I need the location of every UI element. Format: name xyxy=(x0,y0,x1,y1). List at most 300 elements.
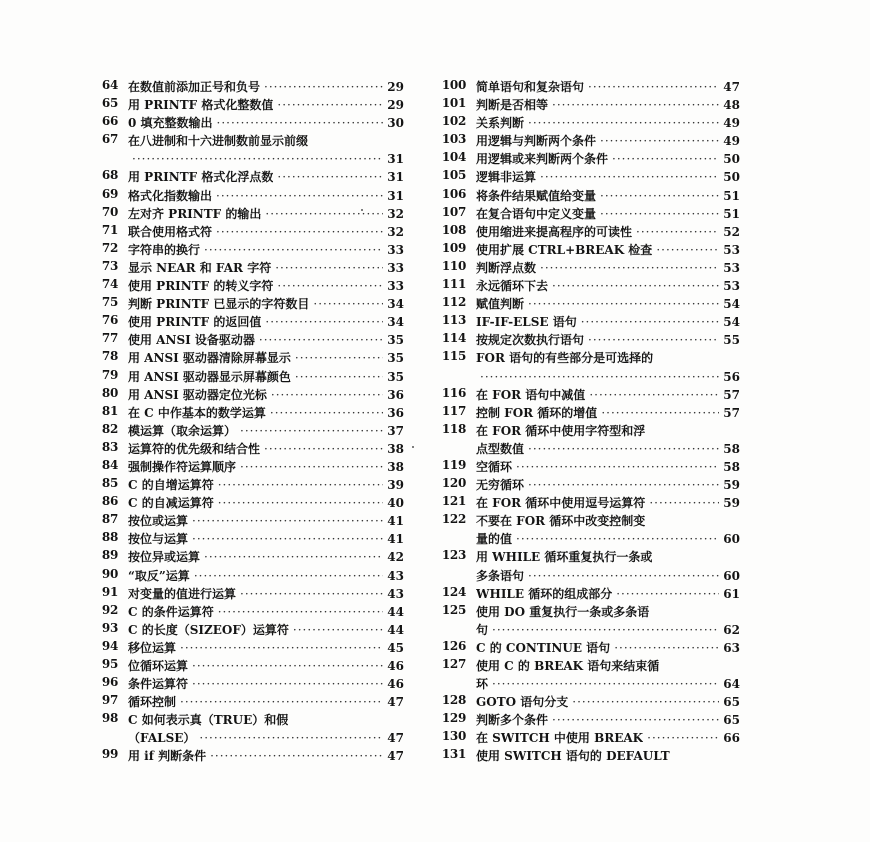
dot-leader xyxy=(210,747,383,765)
toc-entry[interactable] xyxy=(440,639,740,657)
toc-entry[interactable] xyxy=(440,548,740,584)
entry-title: 运算符的优先级和结合性 xyxy=(128,441,261,456)
entry-page-number: 36 xyxy=(387,405,404,420)
entry-title: 在八进制和十六进制数前显示前缀 xyxy=(128,134,309,149)
entry-number: 89 xyxy=(101,548,118,563)
dot-leader xyxy=(492,675,719,693)
entry-number: 87 xyxy=(101,512,118,527)
entry-page-number: 29 xyxy=(387,98,404,113)
entry-number: 122 xyxy=(441,512,466,527)
entry-number: 100 xyxy=(441,78,466,92)
dot-leader xyxy=(601,404,719,422)
entry-page-number: 37 xyxy=(387,423,404,438)
entry-page-number: 59 xyxy=(723,478,740,493)
dot-leader xyxy=(572,693,719,711)
toc-entry[interactable] xyxy=(440,585,740,603)
toc-entry[interactable] xyxy=(440,114,740,132)
entry-title: 按位异或运算 xyxy=(128,550,201,565)
entry-number: 131 xyxy=(441,747,466,762)
entry-title: 模运算（取余运算） xyxy=(128,423,237,438)
entry-number: 76 xyxy=(101,313,118,328)
entry-number: 81 xyxy=(101,403,118,418)
dot-leader xyxy=(265,205,383,223)
entry-page-number: 34 xyxy=(387,315,404,330)
dot-leader xyxy=(293,621,383,639)
entry-title: C 的 CONTINUE 语句 xyxy=(476,640,611,655)
entry-number: 118 xyxy=(441,421,466,436)
dot-leader xyxy=(581,313,720,331)
entry-page-number: 29 xyxy=(387,80,404,94)
entry-page-number: 65 xyxy=(723,713,740,728)
dot-leader xyxy=(295,349,383,367)
dot-leader xyxy=(259,331,383,349)
toc-entry[interactable] xyxy=(92,458,404,476)
entry-title: 字符串的换行 xyxy=(128,242,201,257)
entry-title: 多条语句 xyxy=(476,568,525,583)
entry-number: 86 xyxy=(101,494,118,509)
entry-page-number: 40 xyxy=(387,496,404,511)
entry-title: 逻辑非运算 xyxy=(476,170,537,185)
dot-leader xyxy=(588,78,719,96)
entry-title: 使用 PRINTF 的返回值 xyxy=(128,315,262,330)
toc-entry[interactable] xyxy=(440,422,740,458)
toc-entry[interactable] xyxy=(92,693,404,711)
dot-leader xyxy=(264,440,383,458)
entry-page-number: 33 xyxy=(387,242,404,257)
entry-number: 126 xyxy=(441,638,466,653)
entry-page-number: 64 xyxy=(723,677,740,692)
toc-entry[interactable] xyxy=(92,639,404,657)
toc-entry[interactable] xyxy=(440,693,740,711)
entry-page-number: 53 xyxy=(723,279,740,294)
entry-number: 108 xyxy=(441,222,466,237)
toc-entry[interactable] xyxy=(440,404,740,422)
dot-leader xyxy=(616,585,719,603)
entry-title: 无穷循环 xyxy=(476,478,525,493)
entry-page-number: 34 xyxy=(387,297,404,312)
toc-entry[interactable] xyxy=(440,277,740,295)
entry-page-number: 31 xyxy=(387,170,404,185)
toc-entry[interactable] xyxy=(440,349,740,385)
entry-title: 使用 PRINTF 的转义字符 xyxy=(128,279,274,294)
entry-title: 联合使用格式符 xyxy=(128,224,213,239)
entry-number: 121 xyxy=(441,494,466,509)
entry-title: 判断 PRINTF 已显示的字符数目 xyxy=(128,297,310,312)
entry-page-number: 42 xyxy=(387,550,404,565)
entry-title: 量的值 xyxy=(476,532,513,547)
entry-page-number: 56 xyxy=(723,369,740,384)
entry-number: 85 xyxy=(101,476,118,491)
entry-number: 64 xyxy=(101,78,118,92)
entry-title: 用 PRINTF 格式化浮点数 xyxy=(128,170,274,185)
toc-entry[interactable] xyxy=(92,259,404,277)
entry-title: 赋值判断 xyxy=(476,297,525,312)
entry-title: C 如何表示真（TRUE）和假 xyxy=(128,713,289,728)
dot-leader xyxy=(277,96,383,114)
entry-title: 移位运算 xyxy=(128,640,177,655)
entry-page-number: 61 xyxy=(723,586,740,601)
entry-title: 用 if 判断条件 xyxy=(128,749,207,764)
dot-leader xyxy=(204,548,383,566)
entry-number: 82 xyxy=(101,421,118,436)
toc-entry[interactable] xyxy=(440,657,740,693)
entry-number: 105 xyxy=(441,168,466,183)
entry-title: 空循环 xyxy=(476,459,513,474)
dot-leader xyxy=(313,295,383,313)
entry-page-number: 38 xyxy=(387,441,404,456)
toc-entry[interactable] xyxy=(440,603,740,639)
entry-number: 77 xyxy=(101,331,118,346)
toc-entry[interactable] xyxy=(440,78,740,96)
entry-title: 用逻辑与判断两个条件 xyxy=(476,134,597,149)
entry-page-number: 47 xyxy=(387,749,404,764)
dot-leader xyxy=(588,331,719,349)
dot-leader xyxy=(240,585,383,603)
entry-title: 对变量的值进行运算 xyxy=(128,586,237,601)
entry-title: 左对齐 PRINTF 的输出 xyxy=(128,206,262,221)
entry-page-number: 63 xyxy=(723,640,740,655)
toc-entry[interactable] xyxy=(440,168,740,186)
entry-number: 116 xyxy=(441,385,466,400)
toc-entry[interactable] xyxy=(92,313,404,331)
entry-number: 92 xyxy=(101,602,118,617)
entry-page-number: 47 xyxy=(723,80,740,94)
toc-entry[interactable] xyxy=(92,585,404,603)
dot-leader xyxy=(612,150,719,168)
entry-number: 115 xyxy=(441,349,466,364)
entry-page-number: 38 xyxy=(387,459,404,474)
toc-column-right xyxy=(440,78,740,766)
entry-number: 94 xyxy=(101,638,118,653)
toc-entry[interactable] xyxy=(92,241,404,259)
entry-number: 104 xyxy=(441,150,466,165)
entry-number: 88 xyxy=(101,530,118,545)
entry-page-number: 43 xyxy=(387,586,404,601)
entry-title: 用 ANSI 驱动器定位光标 xyxy=(128,387,267,402)
toc-entry[interactable] xyxy=(440,150,740,168)
dot-leader xyxy=(199,729,383,747)
entry-number: 78 xyxy=(101,349,118,364)
entry-title: 控制 FOR 循环的增值 xyxy=(476,405,598,420)
toc-entry[interactable] xyxy=(92,675,404,693)
entry-number: 65 xyxy=(101,96,118,111)
entry-number: 107 xyxy=(441,204,466,219)
toc-entry[interactable] xyxy=(440,711,740,729)
entry-title: 点型数值 xyxy=(476,441,525,456)
dot-leader xyxy=(528,114,719,132)
entry-page-number: 44 xyxy=(387,622,404,637)
toc-entry[interactable] xyxy=(440,494,740,512)
dot-leader xyxy=(240,422,383,440)
dot-leader xyxy=(277,168,383,186)
entry-title: （FALSE） xyxy=(128,731,196,746)
entry-number: 95 xyxy=(101,657,118,671)
toc-entry[interactable] xyxy=(440,729,740,747)
dot-leader xyxy=(600,132,719,150)
entry-page-number: 54 xyxy=(723,315,740,330)
entry-title: 用 ANSI 驱动器显示屏幕颜色 xyxy=(128,369,291,384)
entry-title: 强制操作符运算顺序 xyxy=(128,459,237,474)
toc-entry[interactable] xyxy=(92,78,404,96)
entry-page-number: 49 xyxy=(723,116,740,131)
toc-entry[interactable] xyxy=(92,440,404,458)
toc-entry[interactable] xyxy=(440,223,740,241)
entry-title: IF-IF-ELSE 语句 xyxy=(476,315,577,330)
entry-title: 在数值前添加正号和负号 xyxy=(128,80,261,94)
dot-leader xyxy=(649,494,719,512)
entry-title: 在 SWITCH 中使用 BREAK xyxy=(476,731,644,746)
entry-number: 98 xyxy=(101,711,118,726)
toc-entry[interactable] xyxy=(440,313,740,331)
entry-page-number: 32 xyxy=(387,206,404,221)
toc-entry[interactable] xyxy=(440,205,740,223)
entry-number: 111 xyxy=(441,277,466,292)
entry-number: 109 xyxy=(441,240,466,255)
dot-leader xyxy=(528,476,719,494)
entry-title: 使用 SWITCH 语句的 DEFAULT xyxy=(476,749,670,764)
dot-leader xyxy=(647,729,719,747)
entry-title: 用逻辑或来判断两个条件 xyxy=(476,152,609,167)
toc-entry[interactable] xyxy=(92,657,404,675)
entry-title: 环 xyxy=(476,677,489,692)
entry-title: 句 xyxy=(476,622,489,637)
entry-title: “取反”运算 xyxy=(128,568,190,583)
entry-number: 79 xyxy=(101,367,118,382)
entry-number: 130 xyxy=(441,729,466,744)
entry-page-number: 45 xyxy=(387,640,404,655)
entry-page-number: 33 xyxy=(387,260,404,275)
entry-page-number: 35 xyxy=(387,333,404,348)
entry-title: 使用 C 的 BREAK 语句来结束循 xyxy=(476,659,660,673)
entry-number: 72 xyxy=(101,240,118,255)
dot-leader xyxy=(600,205,719,223)
toc-entry[interactable] xyxy=(440,132,740,150)
entry-page-number: 35 xyxy=(387,351,404,366)
dot-leader xyxy=(516,458,719,476)
toc-entry[interactable] xyxy=(92,494,404,512)
entry-page-number: 59 xyxy=(723,496,740,511)
entry-page-number: 49 xyxy=(723,134,740,149)
entry-page-number: 53 xyxy=(723,260,740,275)
entry-page-number: 58 xyxy=(723,459,740,474)
entry-number: 125 xyxy=(441,602,466,617)
entry-number: 73 xyxy=(101,258,118,273)
entry-title: 在 C 中作基本的数学运算 xyxy=(128,405,266,420)
entry-title: 关系判断 xyxy=(476,116,525,131)
entry-title: 在复合语句中定义变量 xyxy=(476,206,597,221)
entry-page-number: 53 xyxy=(723,242,740,257)
dot-leader xyxy=(295,368,383,386)
entry-number: 66 xyxy=(101,114,118,129)
entry-page-number: 62 xyxy=(723,622,740,637)
entry-page-number: 31 xyxy=(387,188,404,203)
dot-leader xyxy=(217,114,384,132)
dot-leader xyxy=(540,259,719,277)
entry-page-number: 51 xyxy=(723,206,740,221)
toc-entry[interactable] xyxy=(92,747,404,765)
entry-number: 90 xyxy=(101,566,118,581)
toc-entry[interactable] xyxy=(92,567,404,585)
dot-leader xyxy=(218,476,384,494)
scan-speck xyxy=(412,446,414,448)
dot-leader xyxy=(264,78,383,96)
toc-entry[interactable] xyxy=(440,747,740,765)
entry-number: 112 xyxy=(441,295,466,310)
dot-leader xyxy=(277,277,383,295)
entry-title: 使用 ANSI 设备驱动器 xyxy=(128,333,255,348)
entry-title: 将条件结果赋值给变量 xyxy=(476,188,597,203)
toc-entry[interactable] xyxy=(92,277,404,295)
entry-title: 条件运算符 xyxy=(128,677,189,692)
entry-number: 124 xyxy=(441,584,466,599)
entry-page-number: 46 xyxy=(387,677,404,692)
entry-number: 93 xyxy=(101,620,118,635)
dot-leader xyxy=(552,96,719,114)
toc-entry[interactable] xyxy=(92,187,404,205)
dot-leader xyxy=(528,567,719,585)
toc-entry[interactable] xyxy=(92,476,404,494)
entry-number: 113 xyxy=(441,313,466,328)
entry-page-number: 35 xyxy=(387,369,404,384)
toc-entry[interactable] xyxy=(440,512,740,548)
toc-entry[interactable] xyxy=(92,386,404,404)
toc-entry[interactable] xyxy=(440,259,740,277)
dot-leader xyxy=(204,241,383,259)
entry-page-number: 60 xyxy=(723,568,740,583)
entry-number: 127 xyxy=(441,657,466,671)
entry-number: 68 xyxy=(101,168,118,183)
toc-entry[interactable] xyxy=(440,295,740,313)
entry-page-number: 60 xyxy=(723,532,740,547)
toc-entry[interactable] xyxy=(440,241,740,259)
entry-title: 使用 DO 重复执行一条或多条语 xyxy=(476,604,650,619)
entry-page-number: 41 xyxy=(387,532,404,547)
entry-page-number: 54 xyxy=(723,297,740,312)
entry-number: 110 xyxy=(441,258,466,273)
dot-leader xyxy=(528,440,719,458)
entry-number: 75 xyxy=(101,295,118,310)
entry-number: 120 xyxy=(441,476,466,491)
entry-page-number: 31 xyxy=(387,152,404,167)
toc-entry[interactable] xyxy=(92,114,404,132)
dot-leader xyxy=(271,386,383,404)
entry-number: 129 xyxy=(441,711,466,726)
entry-page-number: 41 xyxy=(387,514,404,529)
dot-leader xyxy=(540,168,719,186)
entry-page-number: 57 xyxy=(723,405,740,420)
entry-title: C 的自减运算符 xyxy=(128,496,214,511)
entry-title: 在 FOR 语句中减值 xyxy=(476,387,586,402)
entry-page-number: 33 xyxy=(387,279,404,294)
toc-entry[interactable] xyxy=(92,205,404,223)
entry-page-number: 50 xyxy=(723,170,740,185)
dot-leader xyxy=(528,295,719,313)
entry-page-number: 46 xyxy=(387,659,404,673)
entry-title: 使用扩展 CTRL+BREAK 检查 xyxy=(476,242,653,257)
entry-title: 使用缩进来提高程序的可读性 xyxy=(476,224,633,239)
entry-title: 用 ANSI 驱动器清除屏幕显示 xyxy=(128,351,291,366)
dot-leader xyxy=(216,223,383,241)
entry-title: 在 FOR 循环中使用字符型和浮 xyxy=(476,423,646,438)
dot-leader xyxy=(552,277,719,295)
toc-entry[interactable] xyxy=(92,621,404,639)
toc-entry[interactable] xyxy=(92,349,404,367)
entry-number: 96 xyxy=(101,675,118,690)
entry-title: 显示 NEAR 和 FAR 字符 xyxy=(128,260,272,275)
entry-title: 位循环运算 xyxy=(128,659,189,673)
entry-page-number: 51 xyxy=(723,188,740,203)
dot-leader xyxy=(552,711,719,729)
entry-title: 判断是否相等 xyxy=(476,98,549,113)
dot-leader xyxy=(516,530,719,548)
toc-entry[interactable] xyxy=(92,711,404,747)
dot-leader xyxy=(589,386,719,404)
entry-page-number: 39 xyxy=(387,478,404,493)
toc-entry[interactable] xyxy=(440,331,740,349)
entry-number: 103 xyxy=(441,132,466,147)
toc-entry[interactable] xyxy=(92,603,404,621)
dot-leader xyxy=(600,187,719,205)
toc-entry[interactable] xyxy=(440,386,740,404)
entry-title: 用 PRINTF 格式化整数值 xyxy=(128,98,274,113)
dot-leader xyxy=(492,621,719,639)
dot-leader xyxy=(132,150,383,168)
dot-leader xyxy=(614,639,719,657)
toc-entry[interactable] xyxy=(92,530,404,548)
toc-entry[interactable] xyxy=(92,295,404,313)
dot-leader xyxy=(275,259,383,277)
toc-entry[interactable] xyxy=(92,512,404,530)
toc-entry[interactable] xyxy=(92,96,404,114)
entry-title: C 的自增运算符 xyxy=(128,478,214,493)
toc-column-left xyxy=(92,78,404,766)
entry-number: 123 xyxy=(441,548,466,563)
entry-page-number: 58 xyxy=(723,441,740,456)
toc-entry[interactable] xyxy=(92,132,404,168)
toc-entry[interactable] xyxy=(92,404,404,422)
toc-entry[interactable] xyxy=(92,168,404,186)
toc-entry[interactable] xyxy=(92,223,404,241)
toc-entry[interactable] xyxy=(440,187,740,205)
dot-leader xyxy=(180,693,383,711)
entry-number: 70 xyxy=(101,204,118,219)
toc-entry[interactable] xyxy=(92,368,404,386)
entry-page-number: 43 xyxy=(387,568,404,583)
entry-title: 简单语句和复杂语句 xyxy=(476,80,585,94)
entry-title: 格式化指数输出 xyxy=(128,188,213,203)
dot-leader xyxy=(192,512,383,530)
entry-title: 按位与运算 xyxy=(128,532,189,547)
entry-number: 74 xyxy=(101,277,118,292)
dot-leader xyxy=(192,657,383,675)
toc-entry[interactable] xyxy=(440,96,740,114)
entry-title: 用 WHILE 循环重复执行一条或 xyxy=(476,550,653,565)
toc-entry[interactable] xyxy=(92,331,404,349)
toc-entry[interactable] xyxy=(92,548,404,566)
entry-title: 循环控制 xyxy=(128,695,177,710)
toc-entry[interactable] xyxy=(440,458,740,476)
entry-title: 按规定次数执行语句 xyxy=(476,333,585,348)
entry-title: 判断浮点数 xyxy=(476,260,537,275)
toc-entry[interactable] xyxy=(92,422,404,440)
entry-page-number: 55 xyxy=(723,333,740,348)
scan-speck xyxy=(361,209,363,211)
toc-entry[interactable] xyxy=(440,476,740,494)
entry-number: 84 xyxy=(101,457,118,472)
entry-title: 0 填充整数输出 xyxy=(128,116,213,131)
entry-title: WHILE 循环的组成部分 xyxy=(476,586,613,601)
entry-page-number: 50 xyxy=(723,152,740,167)
